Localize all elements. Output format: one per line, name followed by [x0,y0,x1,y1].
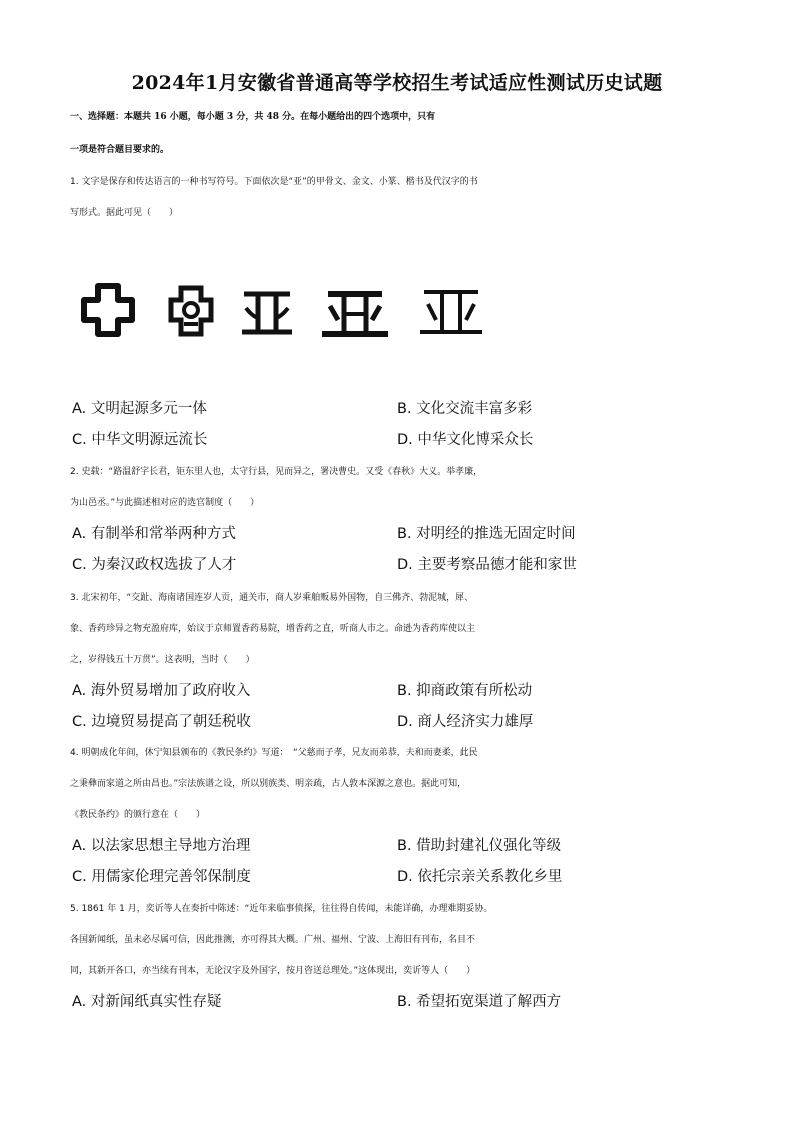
q4-option-d[interactable]: D. 依托宗亲关系教化乡里 [397,869,563,885]
section-instruction-line-2: 一项是符合题目要求的。 [70,145,170,155]
q2-option-c[interactable]: C. 为秦汉政权选拔了人才 [72,557,237,573]
q3-option-a[interactable]: A. 海外贸易增加了政府收入 [72,683,251,699]
q2-option-a[interactable]: A. 有制举和常举两种方式 [72,526,236,542]
small-seal-glyph [238,288,296,338]
q5-stem-line-3: 同，其新开各口，亦当续有刊本，无论汉字及外国字，按月咨送总理处。”这体现出，奕䜣等人（ ） [70,966,476,976]
q1-option-a[interactable]: A. 文明起源多元一体 [72,401,207,417]
q1-stem-line-1: 1. 文字是保存和传达语言的一种书写符号。下面依次是“亚”的甲骨文、金文、小篆、楷书及代汉字的书 [70,177,478,187]
q4-option-c[interactable]: C. 用儒家伦理完善邻保制度 [72,869,251,885]
page-title: 2024年1月安徽省普通高等学校招生考试适应性测试历史试题 [131,72,663,94]
q1-option-c[interactable]: C. 中华文明源远流长 [72,432,208,448]
q3-option-d[interactable]: D. 商人经济实力雄厚 [397,714,534,730]
bronze-inscription-glyph [168,284,214,338]
q5-stem-line-2: 各国新闻纸，虽未必尽属可信，因此推测，亦可得其大概。广州、福州、宁波、上海旧有刊布，名目不 [70,935,476,945]
q1-option-b[interactable]: B. 文化交流丰富多彩 [397,401,533,417]
q4-stem-line-2: 之秉彝而家道之所由昌也。”宗法族谱之设，所以别族类、明亲疏，古人敦本深源之意也。据此可知， [70,779,467,789]
q2-option-d[interactable]: D. 主要考察品德才能和家世 [397,557,577,573]
q3-option-c[interactable]: C. 边境贸易提高了朝廷税收 [72,714,251,730]
regular-script-glyph [318,286,392,342]
q2-stem-line-1: 2. 史载：“路温舒字长君，钜东里人也，太守行县，见而异之，署决曹史。又受《春秋》大义。举孝廉， [70,467,483,477]
q3-stem-line-2: 象、香药珍异之物充盈府库，始议于京师置香药易院，增香药之直，听商人市之。命逊为香药库使以主 [70,624,476,634]
q4-option-a[interactable]: A. 以法家思想主导地方治理 [72,838,251,854]
oracle-bone-glyph [80,282,136,338]
q2-option-b[interactable]: B. 对明经的推选无固定时间 [397,526,576,542]
q3-option-b[interactable]: B. 抑商政策有所松动 [397,683,533,699]
q3-stem-line-1: 3. 北宋初年，“交趾、海南诸国连岁人贡，通关市，商人岁乘舶贩易外国物，自三佛齐、勃泥城，犀、 [70,593,474,603]
section-instruction-line-1: 一、选择题：本题共 16 小题，每小题 3 分，共 48 分。在每小题给出的四个选项中，只有 [70,112,436,122]
q4-stem-line-1: 4. 明朝成化年间，休宁知县颁布的《教民条约》写道： “父慈而子孝，兄友而弟恭，夫和而妻柔，此民 [70,748,478,758]
q1-option-d[interactable]: D. 中华文化博采众长 [397,432,534,448]
q4-option-b[interactable]: B. 借助封建礼仪强化等级 [397,838,562,854]
q2-stem-line-2: 为山邑丞。”与此描述相对应的选官制度（ ） [70,498,260,508]
q5-option-a[interactable]: A. 对新闻纸真实性存疑 [72,994,222,1010]
ya-character-evolution-figure [70,270,490,350]
q4-stem-line-3: 《教民条约》的颁行意在（ ） [70,810,206,820]
q3-stem-line-3: 之，岁得钱五十万贯”。这表明，当时（ ） [70,655,255,665]
simplified-glyph [418,284,484,340]
q5-stem-line-1: 5. 1861 年 1 月，奕䜣等人在奏折中陈述：“近年来临事侦探，往往得自传闻，未能详确，办理难期妥协。 [70,904,493,914]
q1-stem-line-2: 写形式。据此可见（ ） [70,208,179,218]
q5-option-b[interactable]: B. 希望拓宽渠道了解西方 [397,994,562,1010]
